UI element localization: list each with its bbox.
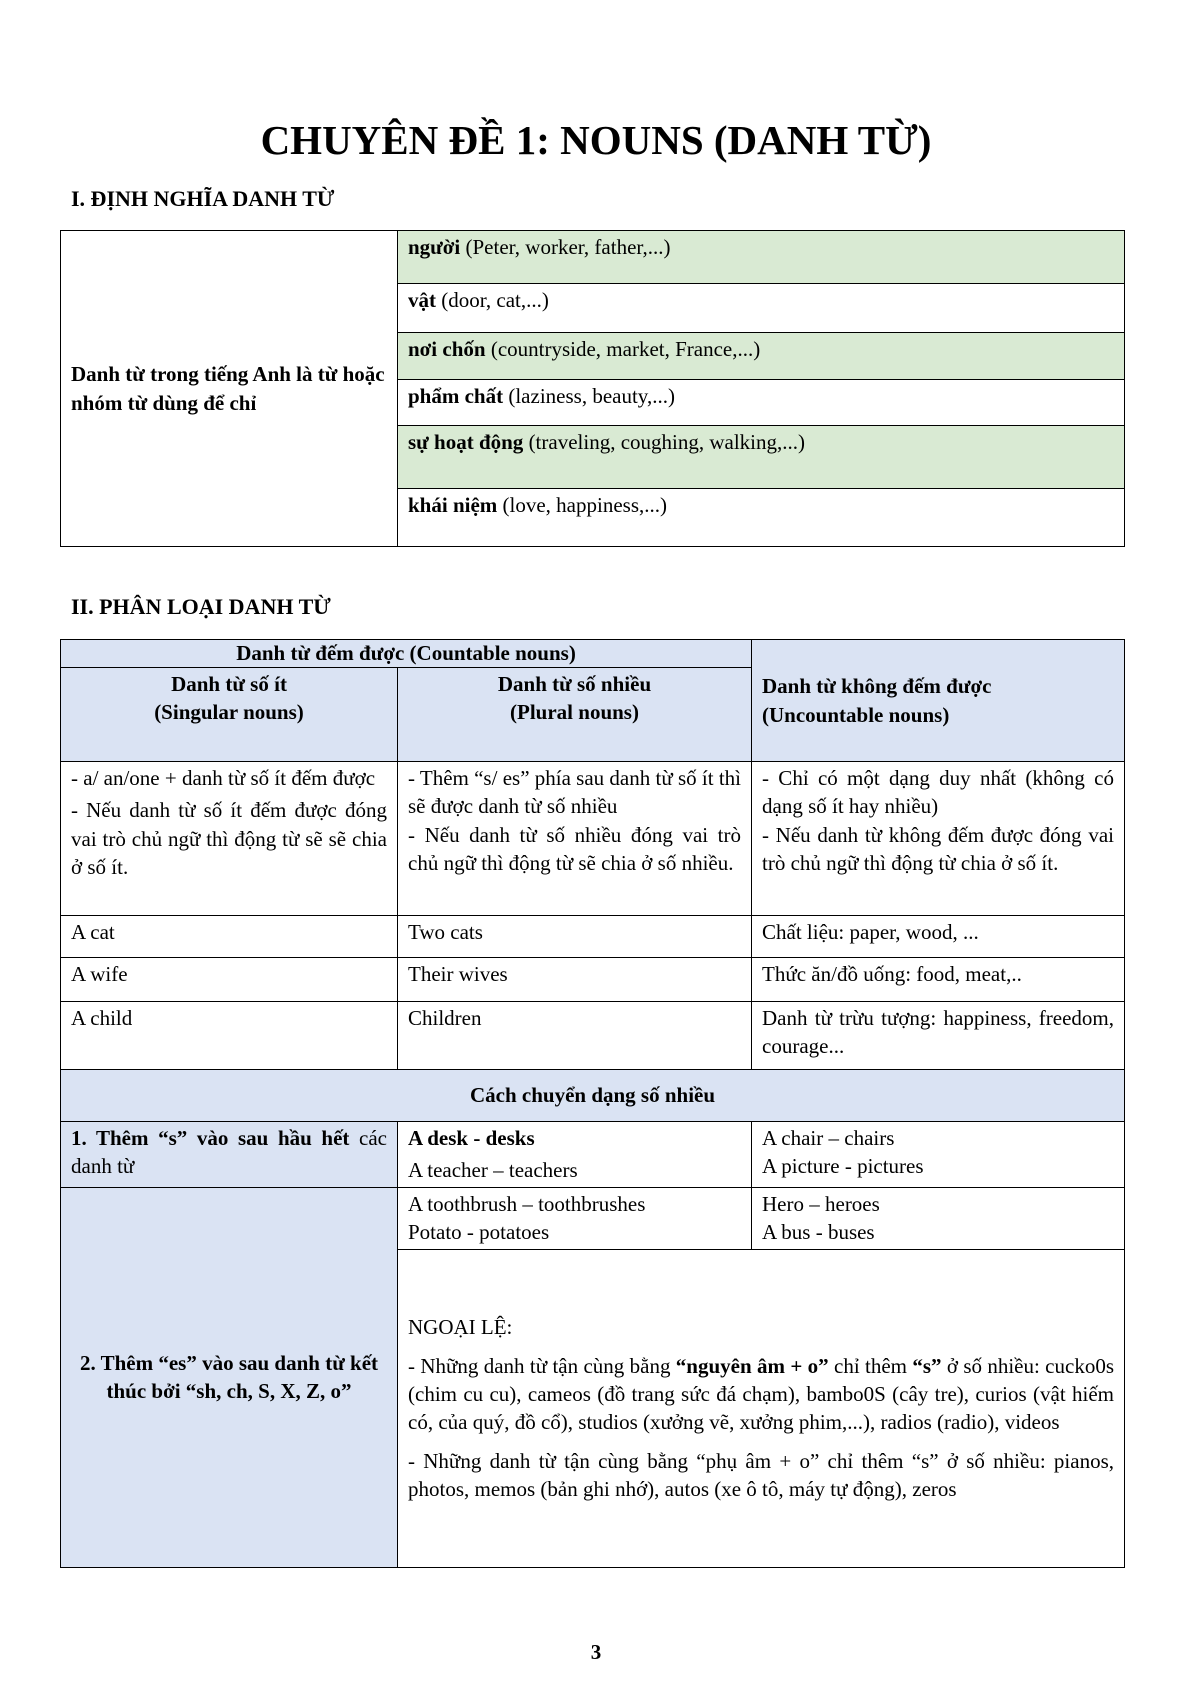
definition-table bbox=[60, 230, 1125, 547]
plural-header: Danh từ số nhiều (Plural nouns) bbox=[398, 668, 752, 762]
section-2-heading: II. PHÂN LOẠI DANH TỪ bbox=[71, 594, 331, 619]
plural-rules: - Thêm “s/ es” phía sau danh từ số ít thì sẽ được danh từ số nhiều - Nếu danh từ số nhiều đóng vai trò chủ ngữ thì động từ sẽ chia ở số nhiều. bbox=[398, 762, 752, 916]
section-1-heading: I. ĐỊNH NGHĨA DANH TỪ bbox=[71, 186, 335, 211]
definition-item: người (Peter, worker, father,...) bbox=[398, 231, 1125, 284]
definition-item: nơi chốn (countryside, market, France,...) bbox=[398, 333, 1125, 380]
page-number: 3 bbox=[590, 1640, 602, 1664]
uncountable-example: Thức ăn/đồ uống: food, meat,.. bbox=[752, 958, 1125, 1002]
rule-1-examples-right: A chair – chairs A picture - pictures bbox=[752, 1122, 1125, 1188]
plural-example: Two cats bbox=[398, 916, 752, 958]
example-row bbox=[61, 1002, 1125, 1070]
rule-1-examples-left: A desk - desks A teacher – teachers bbox=[398, 1122, 752, 1188]
plural-forms-header: Cách chuyển dạng số nhiều bbox=[61, 1070, 1125, 1122]
rule-2-examples-right: Hero – heroes A bus - buses bbox=[752, 1187, 1125, 1249]
plural-example: Their wives bbox=[398, 958, 752, 1002]
rule-2-examples-left: A toothbrush – toothbrushes Potato - potatoes bbox=[398, 1187, 752, 1249]
singular-rules: - a/ an/one + danh từ số ít đếm được - Nếu danh từ số ít đếm được đóng vai trò chủ ngữ thì động từ sẽ sẽ chia ở số ít. bbox=[61, 762, 398, 916]
uncountable-rules: - Chỉ có một dạng duy nhất (không có dạng số ít hay nhiều) - Nếu danh từ không đếm được đóng vai trò chủ ngữ thì động từ chia ở số ít. bbox=[752, 762, 1125, 916]
definition-text: Danh từ trong tiếng Anh là từ hoặc nhóm từ dùng để chỉ bbox=[61, 231, 398, 547]
page-title: CHUYÊN ĐỀ 1: NOUNS (DANH TỪ) bbox=[260, 117, 932, 163]
definition-item: phẩm chất (laziness, beauty,...) bbox=[398, 380, 1125, 426]
rule-2-label: 2. Thêm “es” vào sau danh từ kết thúc bởi “sh, ch, S, X, Z, o” bbox=[61, 1187, 398, 1567]
uncountable-example: Danh từ trừu tượng: happiness, freedom, courage... bbox=[752, 1002, 1125, 1070]
singular-example: A cat bbox=[61, 916, 398, 958]
uncountable-header: Danh từ không đếm được (Uncountable nouns) bbox=[752, 640, 1125, 762]
definition-item: khái niệm (love, happiness,...) bbox=[398, 489, 1125, 547]
definition-item: sự hoạt động (traveling, coughing, walking,...) bbox=[398, 426, 1125, 489]
rule-1-label: 1. Thêm “s” vào sau hầu hết các danh từ bbox=[61, 1122, 398, 1188]
uncountable-example: Chất liệu: paper, wood, ... bbox=[752, 916, 1125, 958]
singular-example: A wife bbox=[61, 958, 398, 1002]
example-row bbox=[61, 958, 1125, 1002]
singular-example: A child bbox=[61, 1002, 398, 1070]
countable-header: Danh từ đếm được (Countable nouns) bbox=[61, 640, 752, 668]
example-row bbox=[61, 916, 1125, 958]
singular-header: Danh từ số ít (Singular nouns) bbox=[61, 668, 398, 762]
exception-note: NGOẠI LỆ: - Những danh từ tận cùng bằng “nguyên âm + o” chỉ thêm “s” ở số nhiều: cucko0s (chim cu cu), cameos (đồ trang sức đá chạm), bambo0S (cây tre), curios (vật hiếm có, của quý, đồ cổ), studios (xưởng vẽ, xưởng phim,...), radios (radio), videos - Những danh từ tận cùng bằng “phụ âm + o” chỉ thêm “s” ở số nhiều: pianos, photos, memos (bản ghi nhớ), autos (xe ô tô, máy tự động), zeros bbox=[398, 1249, 1125, 1567]
classification-table bbox=[60, 639, 1125, 1568]
plural-example: Children bbox=[398, 1002, 752, 1070]
definition-item: vật (door, cat,...) bbox=[398, 284, 1125, 333]
